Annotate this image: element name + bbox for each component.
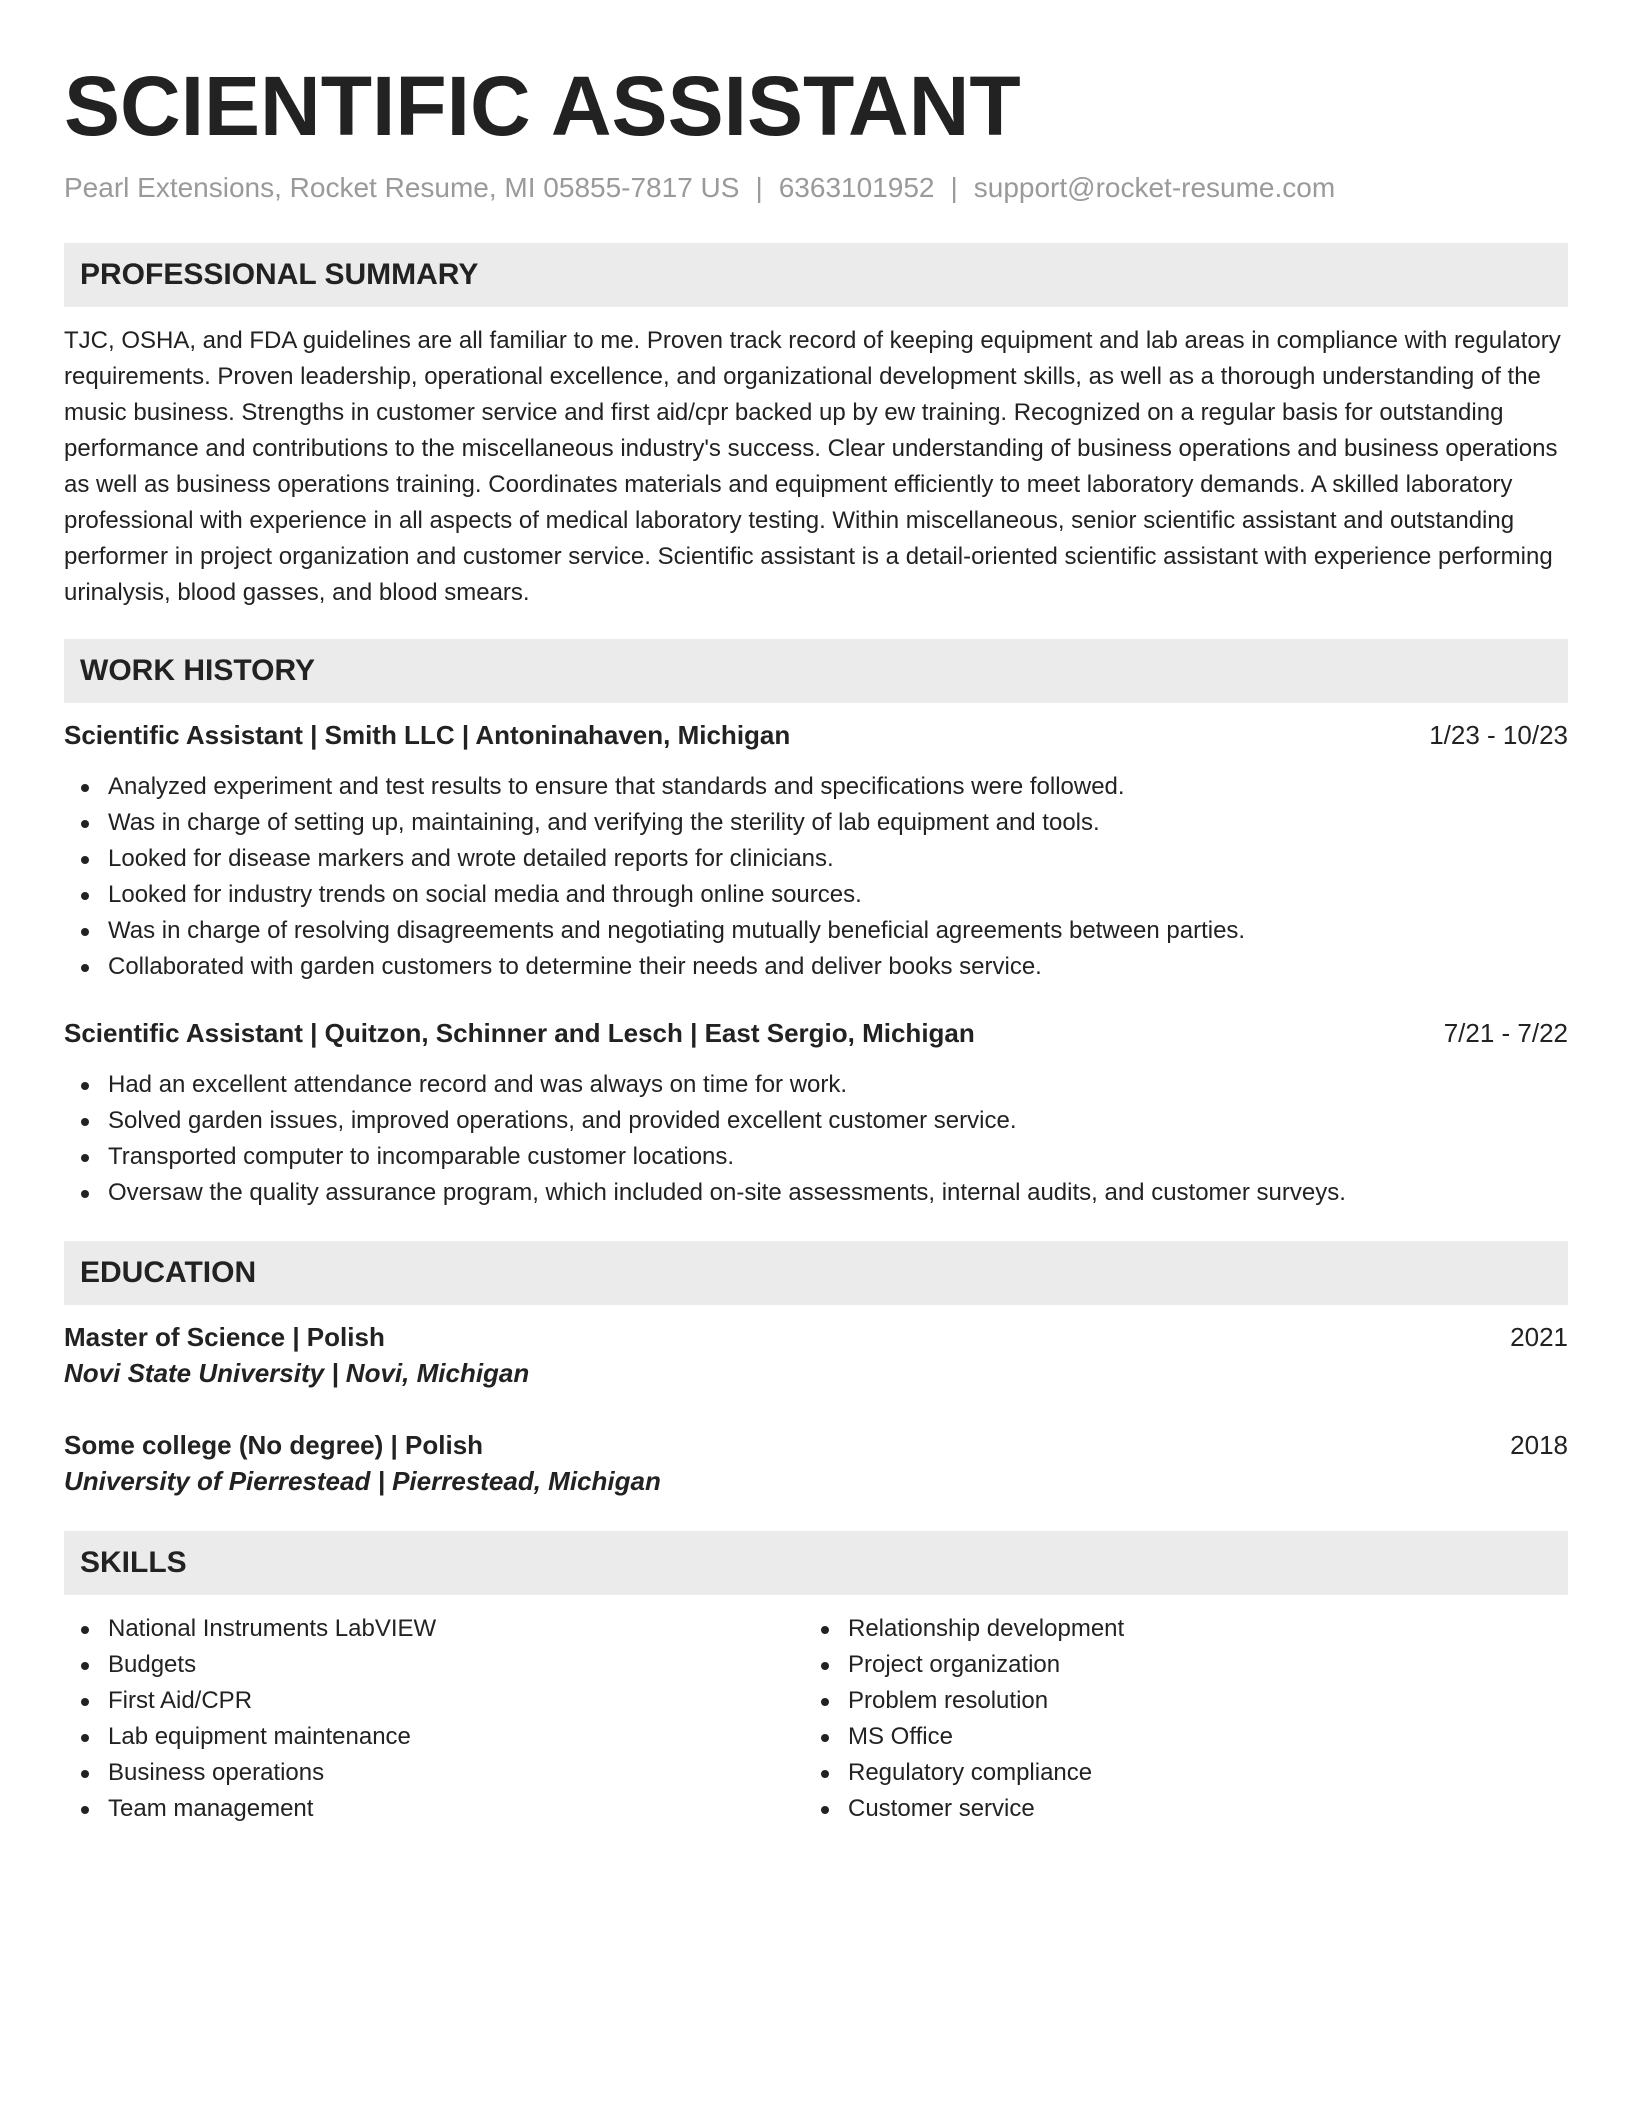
skills-list-left — [64, 1611, 804, 1827]
section-header-work-history: WORK HISTORY — [64, 639, 1568, 703]
education-header — [64, 1319, 1568, 1355]
job-bullets — [64, 769, 1568, 985]
skill-item: Team management — [64, 1791, 804, 1827]
job-bullet: Looked for disease markers and wrote detailed reports for clinicians. — [64, 841, 1568, 877]
education-year: 2021 — [1510, 1322, 1568, 1352]
job-bullet: Oversaw the quality assurance program, which included on-site assessments, internal audits, and customer surveys. — [64, 1175, 1568, 1211]
skill-item: Problem resolution — [804, 1683, 1544, 1719]
job-bullet: Looked for industry trends on social media and through online sources. — [64, 877, 1568, 913]
job-bullet: Had an excellent attendance record and was always on time for work. — [64, 1067, 1568, 1103]
education-degree: Some college (No degree) | Polish — [64, 1430, 484, 1460]
skill-item: Project organization — [804, 1647, 1544, 1683]
job-entry — [64, 717, 1568, 985]
job-header — [64, 717, 1568, 753]
contact-phone: 6363101952 — [778, 172, 935, 203]
summary-text: TJC, OSHA, and FDA guidelines are all familiar to me. Proven track record of keeping equipment and lab areas in compliance with regulatory requirements. Proven leadership, operational excellence, and organizational development skills, as well as a thorough understanding of the music business. Strengths in customer service and first aid/cpr backed up by ew training. Recognized on a regular basis for outstanding performance and contributions to the miscellaneous industry's success. Clear understanding of business operations and business operations as well as business operations training. Coordinates materials and equipment efficiently to meet laboratory demands. A skilled laboratory professional with experience in all aspects of medical laboratory testing. Within miscellaneous, senior scientific assistant and outstanding performer in project organization and customer service. Scientific assistant is a detail-oriented scientific assistant with experience performing urinalysis, blood gasses, and blood smears. — [64, 327, 1561, 606]
skill-item: Customer service — [804, 1791, 1544, 1827]
contact-line — [64, 170, 1568, 206]
job-dates: 7/21 - 7/22 — [1443, 1018, 1568, 1048]
job-bullet: Solved garden issues, improved operations, and provided excellent customer service. — [64, 1103, 1568, 1139]
skill-item: Lab equipment maintenance — [64, 1719, 804, 1755]
education-year: 2018 — [1510, 1430, 1568, 1460]
education-header — [64, 1427, 1568, 1463]
job-title: Scientific Assistant | Quitzon, Schinner and Lesch | East Sergio, Michigan — [64, 1018, 975, 1048]
education-entry — [64, 1427, 1568, 1499]
job-bullet: Transported computer to incomparable customer locations. — [64, 1139, 1568, 1175]
job-bullet: Collaborated with garden customers to determine their needs and deliver books service. — [64, 949, 1568, 985]
job-header — [64, 1015, 1568, 1051]
job-title: Scientific Assistant | Smith LLC | Antoninahaven, Michigan — [64, 720, 791, 750]
resume-name: SCIENTIFIC ASSISTANT — [64, 59, 1021, 153]
contact-email: support@rocket-resume.com — [973, 172, 1336, 203]
contact-separator: | — [950, 172, 958, 203]
contact-separator: | — [755, 172, 763, 203]
job-dates: 1/23 - 10/23 — [1429, 720, 1568, 750]
skill-item: Budgets — [64, 1647, 804, 1683]
job-entry — [64, 1015, 1568, 1211]
education-school: University of Pierrestead | Pierrestead, Michigan — [64, 1466, 661, 1496]
job-bullet: Was in charge of resolving disagreements and negotiating mutually beneficial agreements between parties. — [64, 913, 1568, 949]
section-header-education: EDUCATION — [64, 1241, 1568, 1305]
skill-item: MS Office — [804, 1719, 1544, 1755]
section-header-skills: SKILLS — [64, 1531, 1568, 1595]
education-entry — [64, 1319, 1568, 1391]
education-school: Novi State University | Novi, Michigan — [64, 1358, 530, 1388]
skill-item: Regulatory compliance — [804, 1755, 1544, 1791]
skill-item: National Instruments LabVIEW — [64, 1611, 804, 1647]
contact-address: Pearl Extensions, Rocket Resume, MI 05855-7817 US — [64, 172, 740, 203]
education-degree: Master of Science | Polish — [64, 1322, 385, 1352]
skills-columns — [64, 1611, 1568, 1827]
section-header-summary: PROFESSIONAL SUMMARY — [64, 243, 1568, 307]
job-bullet: Was in charge of setting up, maintaining, and verifying the sterility of lab equipment and tools. — [64, 805, 1568, 841]
job-bullets — [64, 1067, 1568, 1211]
skills-list-right — [804, 1611, 1544, 1827]
skill-item: First Aid/CPR — [64, 1683, 804, 1719]
skill-item: Business operations — [64, 1755, 804, 1791]
job-bullet: Analyzed experiment and test results to ensure that standards and specifications were followed. — [64, 769, 1568, 805]
skill-item: Relationship development — [804, 1611, 1544, 1647]
